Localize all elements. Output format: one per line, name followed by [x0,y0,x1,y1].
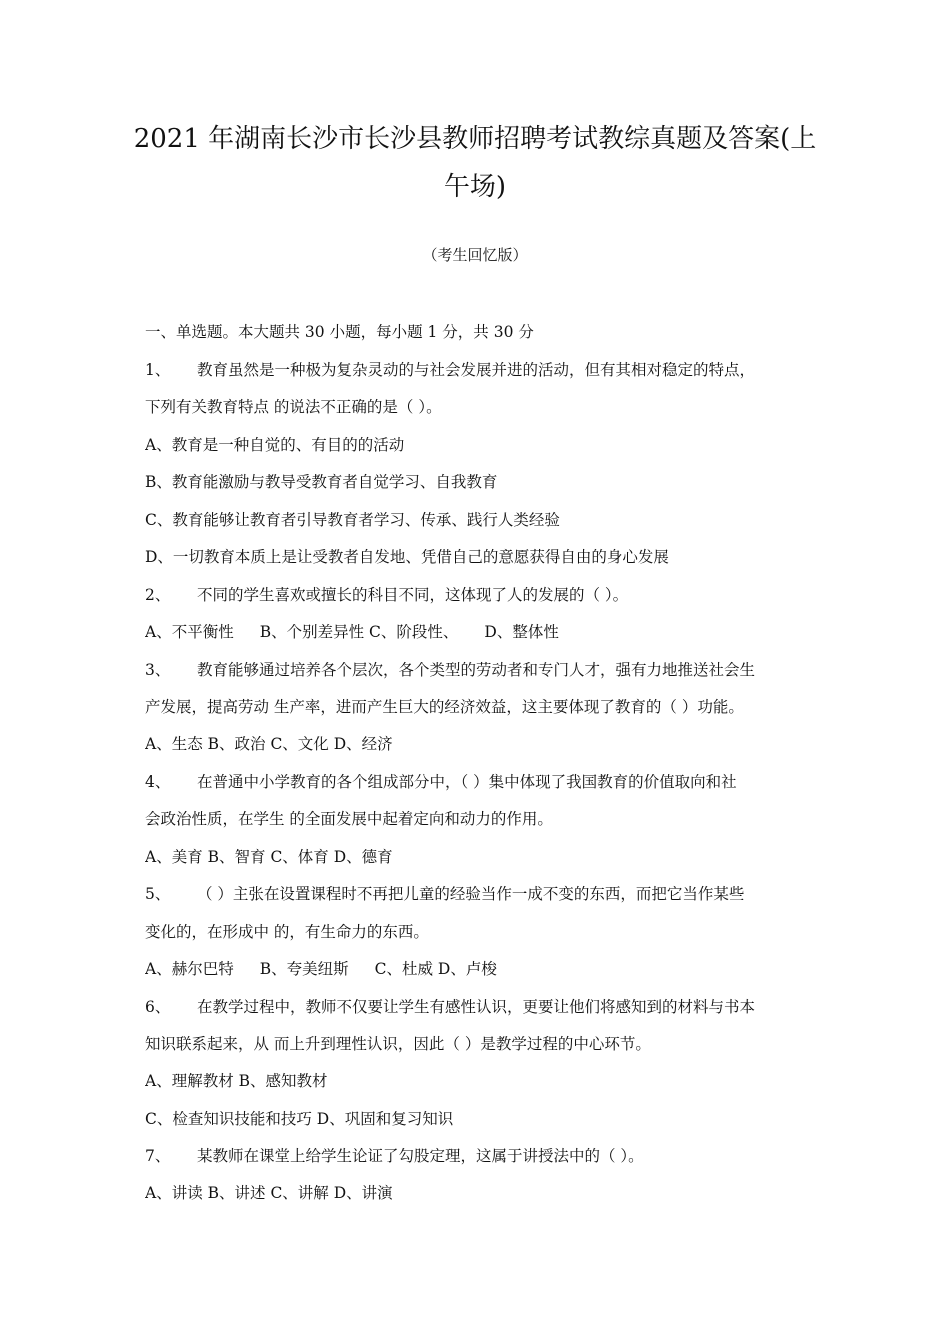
section-heading: 一、单选题。本大题共 30 小题，每小题 1 分，共 30 分 [145,323,534,341]
question-3-stem-text: 教育能够通过培养各个层次，各个类型的劳动者和专门人才，强有力地推送社会生 [197,661,756,679]
question-2-stem-text: 不同的学生喜欢或擅长的科目不同，这体现了人的发展的（ ）。 [197,586,629,604]
question-1-stem-line-1 [145,359,810,381]
question-4-stem-text: 在普通中小学教育的各个组成部分中，（ ）集中体现了我国教育的价值取向和社 [197,773,737,791]
question-5-number: 5、 [145,885,171,903]
question-5-stem-line-1 [145,883,810,905]
question-1-stem-text: 教育虽然是一种极为复杂灵动的与社会发展并进的活动，但有其相对稳定的特点， [197,361,756,379]
question-5-stem-line-2: 变化的，在形成中 的，有生命力的东西。 [145,923,429,941]
question-7-stem-line-1 [145,1145,810,1167]
question-7-options: A、讲读 B、讲述 C、讲解 D、讲演 [145,1184,393,1202]
question-1-option-d: D、一切教育本质上是让受教者自发地、凭借自己的意愿获得自由的身心发展 [145,548,669,566]
question-6-stem-line-2: 知识联系起来，从 而上升到理性认识，因此（ ）是教学过程的中心环节。 [145,1035,651,1053]
question-3-number: 3、 [145,661,171,679]
question-1-option-b: B、教育能激励与教导受教育者自觉学习、自我教育 [145,473,498,491]
question-6-number: 6、 [145,998,171,1016]
question-2-options [145,621,810,643]
question-2-option-d: D、整体性 [484,623,559,641]
question-5-options [145,958,810,980]
question-5-option-c-d: C、杜威 D、卢梭 [374,960,497,978]
question-1-number: 1、 [145,361,171,379]
question-2-number: 2、 [145,586,171,604]
question-4-number: 4、 [145,773,171,791]
question-5-option-a: A、赫尔巴特 [145,960,234,978]
question-2-stem-line-1 [145,584,810,606]
document-title-line-2: 午场) [443,172,507,202]
question-4-options: A、美育 B、智育 C、体育 D、德育 [145,848,393,866]
question-2-option-b-c: B、个别差异性 C、阶段性、 [259,623,459,641]
question-3-options: A、生态 B、政治 C、文化 D、经济 [145,735,393,753]
question-7-number: 7、 [145,1147,171,1165]
question-6-stem-line-1 [145,996,810,1018]
question-3-stem-line-2: 产发展，提高劳动 生产率，进而产生巨大的经济效益，这主要体现了教育的（ ）功能。 [145,698,744,716]
question-6-stem-text: 在教学过程中，教师不仅要让学生有感性认识，更要让他们将感知到的材料与书本 [197,998,756,1016]
question-4-stem-line-1 [145,771,810,793]
question-2-option-a: A、不平衡性 [145,623,234,641]
question-4-stem-line-2: 会政治性质，在学生 的全面发展中起着定向和动力的作用。 [145,810,553,828]
question-1-option-c: C、教育能够让教育者引导教育者学习、传承、践行人类经验 [145,511,560,529]
question-5-option-b: B、夸美纽斯 [259,960,349,978]
question-1-option-a: A、教育是一种自觉的、有目的的活动 [145,436,405,454]
document-subtitle: （考生回忆版） [422,246,528,264]
question-1-stem-line-2: 下列有关教育特点 的说法不正确的是（ ）。 [145,398,442,416]
question-6-option-c-d: C、检查知识技能和技巧 D、巩固和复习知识 [145,1110,454,1128]
question-5-stem-text: （ ）主张在设置课程时不再把儿童的经验当作一成不变的东西，而把它当作某些 [197,885,745,903]
question-7-stem-text: 某教师在课堂上给学生论证了勾股定理，这属于讲授法中的（ ）。 [197,1147,644,1165]
question-6-option-a-b: A、理解教材 B、感知教材 [145,1072,328,1090]
question-3-stem-line-1 [145,659,810,681]
document-title-line-1: 2021 年湖南长沙市长沙县教师招聘考试教综真题及答案(上 [133,124,817,154]
